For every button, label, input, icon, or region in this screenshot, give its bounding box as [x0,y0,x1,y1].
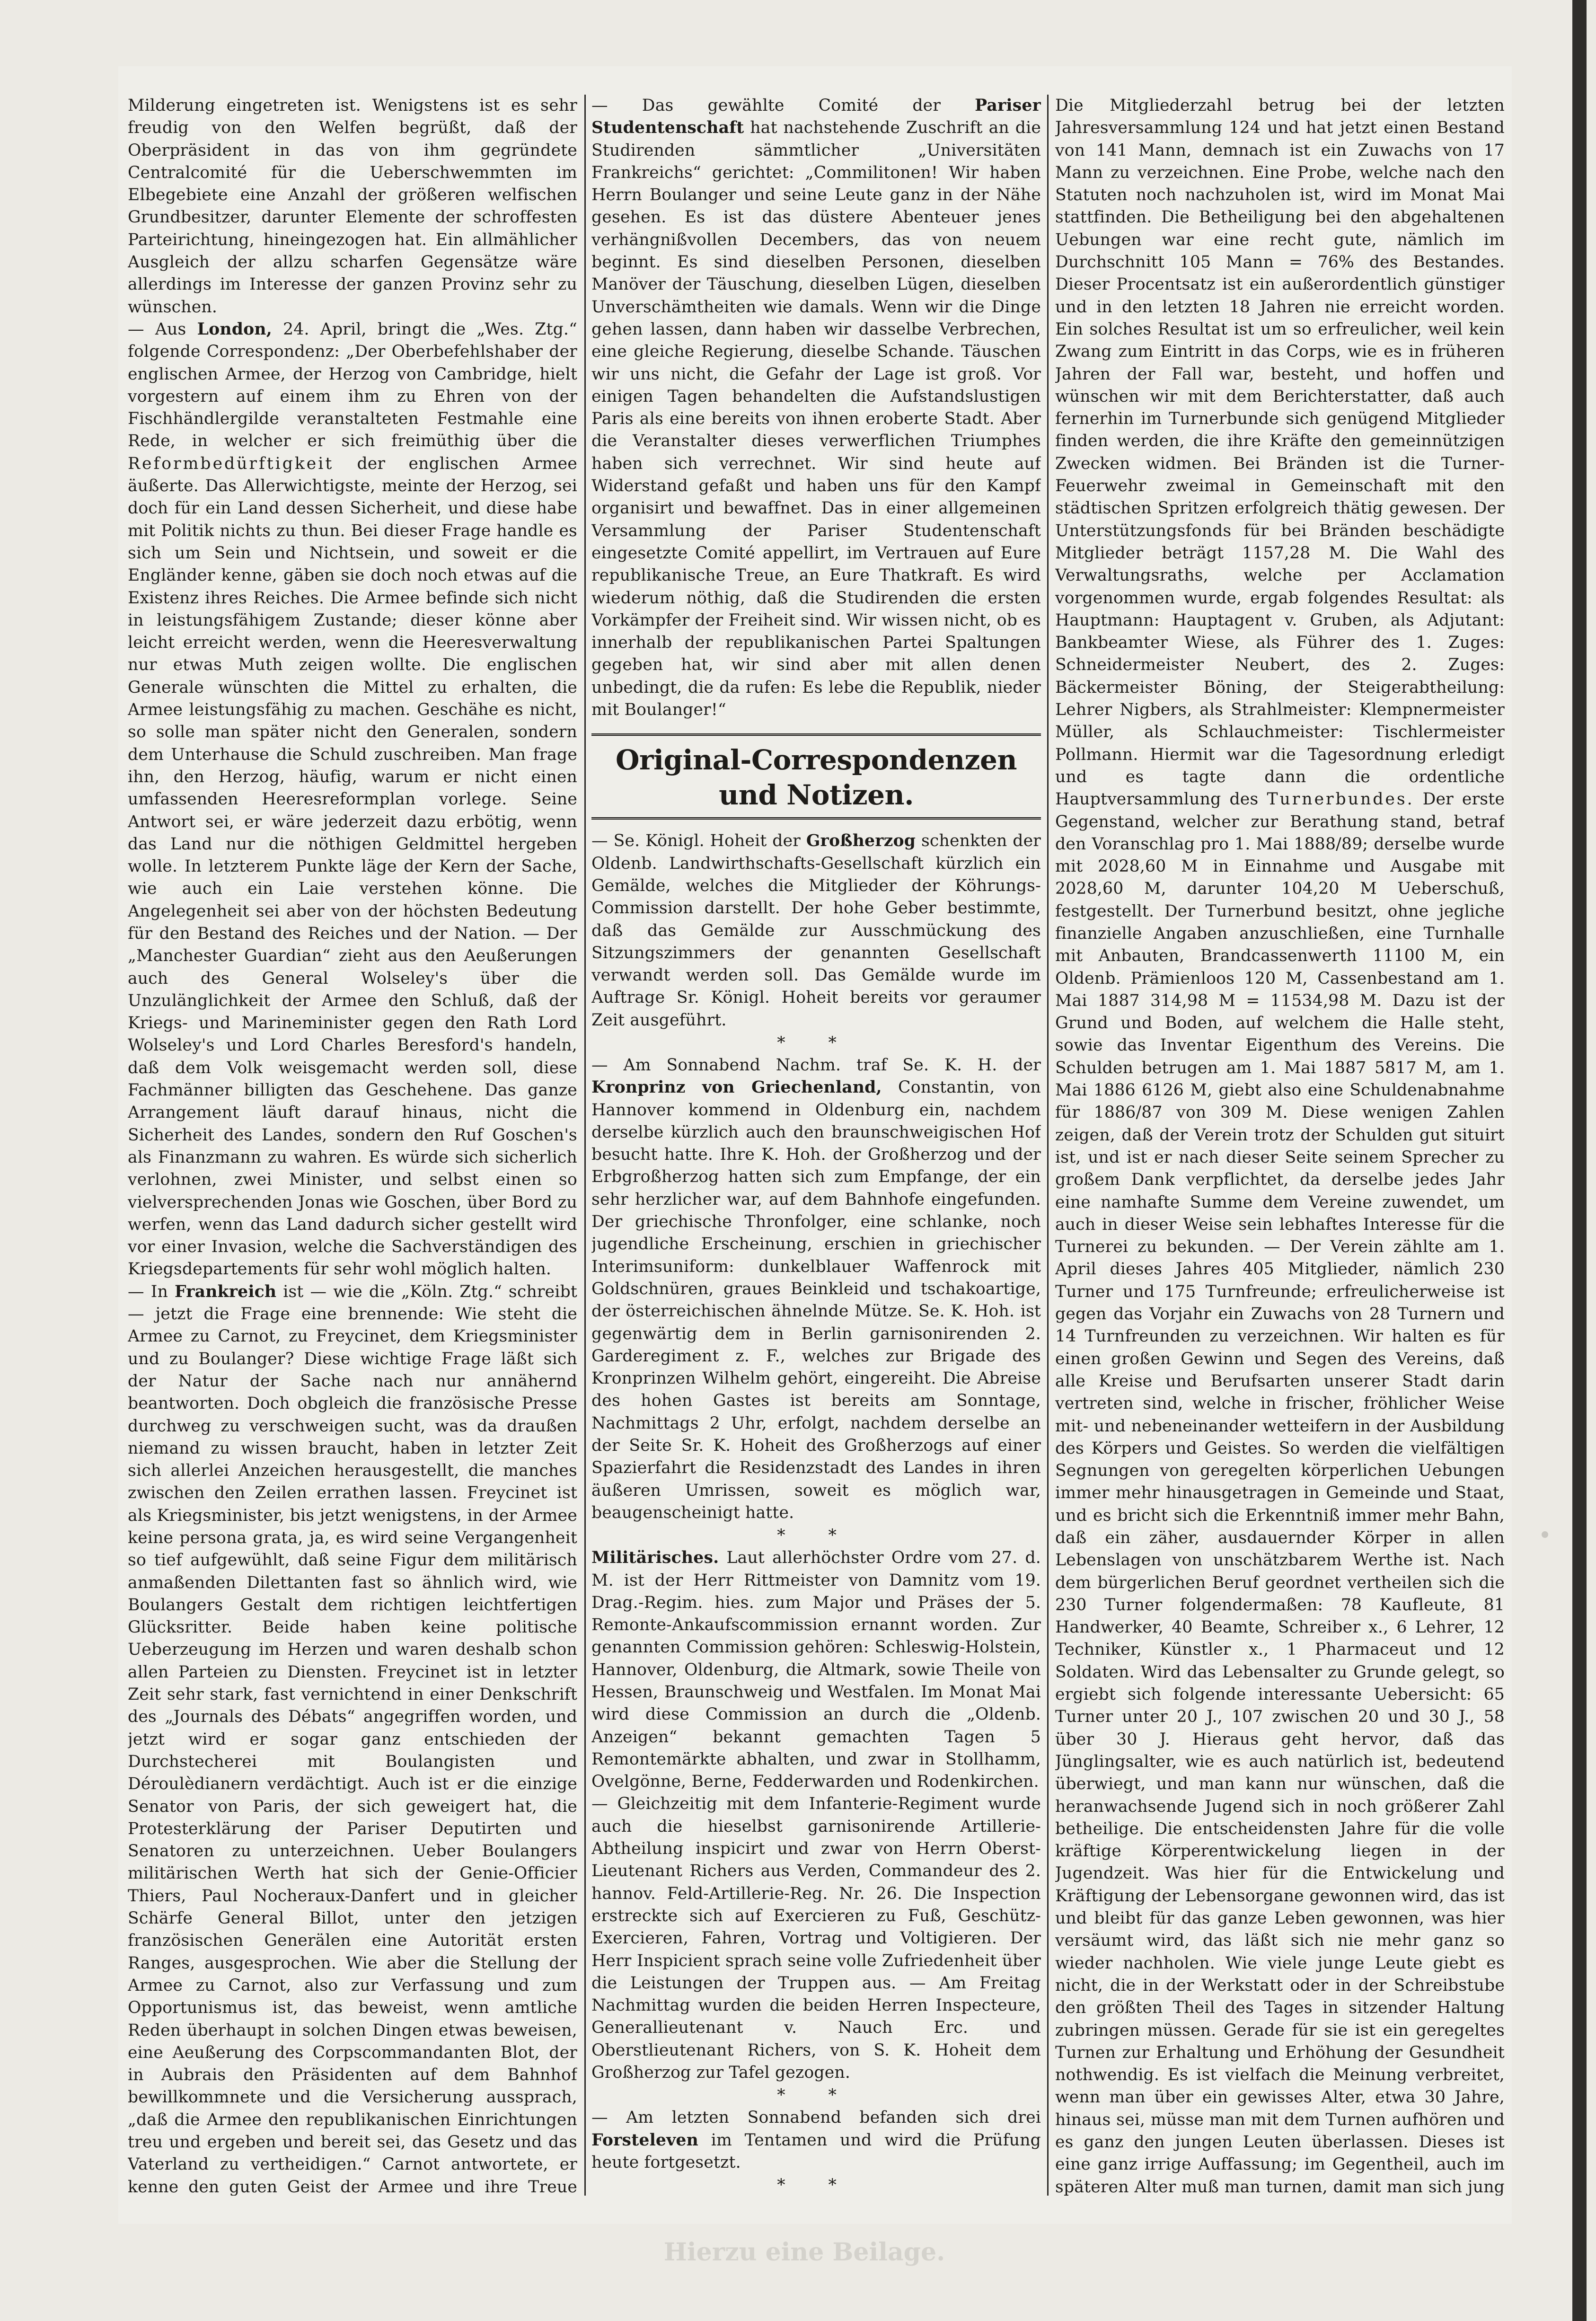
article-text: Laut allerhöchster Ordre vom 27. d. M. ist der Herr Rittmeister von Damnitz vom 19. Drag.-Regim. hies. zum Major und Präses der 5. Remonte-Ankaufscommission ernannt worden. Zur genannten Commission gehören: Schleswig-Holstein, Hannover, Oldenburg, die Altmark, sowie Theile von Hessen, Braunschweig und Westfalen. Im Monat Mai wird diese Commission an durch die „Oldenb. Anzeigen“ bekannt gemachten Tagen 5 Remontemärkte abhalten, und zwar in Stollhamm, Ovelgönne, Berne, Fedderwarden und Rodenkirchen. [591,1548,1041,1791]
article-text: — Das gewählte Comité der [591,96,975,115]
article-paragraph [128,318,577,1281]
section-heading: Original-Correspondenzen und Notizen. [591,733,1041,820]
column-middle [591,95,1041,2196]
article-text: der englischen Armee äußerte. Das Allerwichtigste, meinte der Herzog, sei doch für ein Land dessen Sicherheit, und diese habe mit Politik nichts zu thun. Bei dieser Frage handle es sich um Sein und Nichtsein, und soweit er die Engländer kenne, gäben sie doch noch etwas auf die Existenz ihres Reiches. Die Armee befinde sich nicht in leistungsfähigem Zustande; dieser könne aber leicht erreicht werden, wenn die Heeresverwaltung nur etwas Muth zeigen wollte. Die englischen Generale wünschten die Mittel zu erhalten, die Armee leistungsfähig zu machen. Geschähe es nicht, so solle man später nicht den Generalen, sondern dem Unterhause die Schuld zuschreiben. Man frage ihn, den Herzog, häufig, warum er nicht einen umfassenden Heeresreformplan vorlege. Seine Antwort sei, er wäre jederzeit dazu erbötig, wenn das Land nur die nöthigen Geldmittel hergeben wolle. In letzterem Punkte läge der Kern der Sache, wie auch ein Laie verstehen könne. Die Angelegenheit sei aber von der höchsten Bedeutung für den Bestand des Reiches und der Nation. — Der „Manchester Guardian“ zieht aus den Aeußerungen auch des General Wolseley's über die Unzulänglichkeit der Armee den Schluß, daß der Kriegs- und Marineminister gegen den Rath Lord Wolseley's und Lord Charles Beresford's handeln, daß dem Volk weisgemacht werden soll, diese Fachmänner billigten das Geschehene. Das ganze Arrangement läuft darauf hinaus, nicht die Sicherheit des Landes, sondern den Ruf Goschen's als Finanzmann zu wahren. Es würde sich sicherlich verlohnen, zwei Minister, und selbst einen so vielversprechenden Jonas wie Goschen, über Bord zu werfen, wenn das Land dadurch sicher gestellt wird vor einer Invasion, welche die Sachverständigen des Kriegsdepartements für sehr wohl möglich halten. [128,454,577,1279]
article-paragraph [591,95,1041,721]
article-paragraph [591,830,1041,1032]
article-paragraph [591,2107,1041,2174]
asterisk-separator: * * [777,1526,855,1545]
emphasis-text: Turnerbundes. [1267,790,1414,809]
article-keyword: Kronprinz von Griechenland, [591,1078,882,1097]
scan-mark [1542,1531,1548,1538]
article-text: hat nachstehende Zuschrift an die Studirenden sämmtlicher „Universitäten Frankreichs“ gerichtet: „Commilitonen! Wir haben Herrn Boulanger und seine Leute ganz in der Nähe gesehen. Es ist das düstere Abenteuer jenes verhängnißvollen Decembers, das von neuem beginnt. Es sind dieselben Personen, dieselben Manöver der Täuschung, dieselben Lügen, dieselben Unverschämtheiten wie damals. Wenn wir die Dinge gehen lassen, dann haben wir dasselbe Verbrechen, eine gleiche Regierung, dieselbe Schande. Täuschen wir uns nicht, die Gefahr der Lage ist groß. Vor einigen Tagen behandelten die Aufstandslustigen Paris als eine bereits von ihnen eroberte Stadt. Aber die Veranstalter dieses verwerflichen Triumphes haben sich verrechnet. Wir sind heute auf Widerstand gefaßt und haben uns für den Kampf organisirt und bewaffnet. Das in einer allgemeinen Versammlung der Pariser Studentenschaft eingesetzte Comité appellirt, im Vertrauen auf Eure republikanische Treue, an Eure Thatkraft. Es wird wiederum nöthig, daß die Studirenden die ersten Vorkämpfer der Freiheit sind. Wir wissen nicht, ob es innerhalb der republikanischen Partei Spaltungen gegeben hat, wir sind aber mit allen denen unbedingt, die da rufen: Es lebe die Republik, nieder mit Boulanger!“ [591,118,1041,720]
article-keyword: Militärisches. [591,1548,719,1568]
article-text: Constantin, von Hannover kommend in Oldenburg ein, nachdem derselbe kürzlich auch den braunschweigischen Hof besucht hatte. Ihre K. Hoh. der Großherzog und der Erbgroßherzog hatten sich zum Empfange, der ein sehr herzlicher war, auf dem Bahnhofe eingefunden. Der griechische Thronfolger, eine schlanke, noch jugendliche Erscheinung, erschien in griechischer Interimsuniform: dunkelblauer Waffenrock mit Goldschnüren, graues Beinkleid und tschakoartige, der österreichischen ähnelnde Mütze. Se. K. Hoh. ist gegenwärtig dem in Berlin garnisonirenden 2. Garderegiment z. F., welches zur Brigade des Kronprinzen Wilhelm gehört, eingereiht. Die Abreise des hohen Gastes ist bereits am Sonntage, Nachmittags 2 Uhr, erfolgt, nachdem derselbe an der Seite Sr. K. Hoheit des Großherzogs auf einer Spazierfahrt die Residenzstadt des Landes in ihren äußeren Umrissen, soweit es möglich war, beaugenscheinigt hatte. [591,1078,1041,1522]
article-keyword: Frankreich [175,1282,277,1301]
article-text: — Gleichzeitig mit dem Infanterie-Regiment wurde auch die hieselbst garnisonirende Artillerie-Abtheilung inspicirt und zwar von Herrn Oberst-Lieutenant Richers aus Verden, Commandeur des 2. hannov. Feld-Artillerie-Reg. Nr. 26. Die Inspection erstreckte sich auf Exercieren zu Fuß, Geschütz-Exercieren, Fahren, Vortrag und Voltigieren. Der Herr Inspicient sprach seine volle Zufriedenheit über die Leistungen der Truppen aus. — Am Freitag Nachmittag wurden die beiden Herren Inspecteure, Generallieutenant v. Nauch Erc. und Oberstlieutenant Richers, von S. K. Hoheit dem Großherzog zur Tafel gezogen. [591,1794,1041,2083]
asterisk-separator: * * [777,1033,855,1052]
article-paragraph [128,95,577,318]
article-paragraph [128,1281,577,2196]
article-text: Der erste Gegenstand, welcher zur Berathung stand, betraf den Voranschlag pro 1. Mai 1888/89; derselbe wurde mit 2028,60 M in Einnahme und Ausgabe mit 2028,60 M, darunter 104,20 M Ueberschuß, festgestellt. Der Turnerbund besitzt, ohne jegliche finanzielle Angaben anzuschließen, eine Turnhalle mit Anbauten, Brandcassenwerth 11100 M, ein Oldenb. Prämienloos 120 M, Cassenbestand am 1. Mai 1887 314,98 M = 11534,98 M. Dazu ist der Grund und Boden, auf welchem die Halle steht, sowie das Inventar Eigenthum des Vereins. Die Schulden betrugen am 1. Mai 1887 5817 M, am 1. Mai 1886 6126 M, giebt also eine Schuldenabnahme für 1886/87 von 309 M. Diese wenigen Zahlen zeigen, daß der Verein trotz der Schulden gut situirt ist, und ist er nach dieser Seite seinem Sprecher zu großem Dank verpflichtet, da derselbe jedes Jahr eine namhafte Summe dem Vereine zuwendet, um auch in dieser Weise sein lebhaftes Interesse für die Turnerei zu bekunden. — Der Verein zählte am 1. April dieses Jahres 405 Mitglieder, nämlich 230 Turner und 175 Turnfreunde; erfreulicherweise ist gegen das Vorjahr ein Zuwachs von 28 Turnern und 14 Turnfreunden zu verzeichnen. Wir halten es für einen großen Gewinn und Segen des Vereins, daß alle Kreise und Berufsarten unserer Stadt darin vertreten sind, welche in frischer, fröhlicher Weise mit- und nebeneinander wetteifern in der Ausbildung des Körpers und Geistes. So werden die vielfältigen Segnungen von geregelten körperlichen Uebungen immer mehr hinausgetragen in Gemeinde und Staat, und es bricht sich die Erkenntniß immer mehr Bahn, daß ein zäher, ausdauernder Körper in allen Lebenslagen von unschätzbarem Werthe ist. Nach dem bürgerlichen Beruf geordnet vertheilen sich die 230 Turner folgendermaßen: 78 Kaufleute, 81 Handwerker, 40 Beamte, Schreiber x., 6 Lehrer, 12 Techniker, Künstler x., 1 Pharmaceut und 12 Soldaten. Wird das Lebensalter zu Grunde gelegt, so ergiebt sich folgende interessante Uebersicht: 65 Turner unter 20 J., 107 zwischen 20 und 30 J., 58 über 30 J. Hieraus geht hervor, daß das Jünglingsalter, wie es auch natürlich ist, bedeutend überwiegt, und man kann nur wünschen, daß die heranwachsende Jugend sich in noch größerer Zahl betheilige. Die entscheidensten Jahre für die volle kräftige Körperentwickelung liegen in der Jugendzeit. Was hier für die Entwickelung und Kräftigung der Lebensorgane gewonnen wird, das ist und bleibt für das ganze Leben gewonnen, was hier versäumt wird, das läßt sich nie mehr ganz so wieder nachholen. Wie viele junge Leute giebt es nicht, die in der Werkstatt oder in der Schreibstube den größten Theil des Tages in sitzender Haltung zubringen müssen. Gerade für sie ist ein geregeltes Turnen zur Erhaltung und Erhöhung der Gesundheit nothwendig. Es ist vielfach die Meinung verbreitet, wenn man über ein gewisses Alter, etwa 30 Jahre, hinaus sei, müsse man mit dem Turnen aufhören und es ganz den jungen Leuten überlassen. Dieses ist eine ganz irrige Auffassung; im Gegentheil, auch im späteren Alter muß man turnen, damit man sich jung [1055,790,1505,2196]
article-text: ist — wie die „Köln. Ztg.“ schreibt — jetzt die Frage eine brennende: Wie steht die Armee zu Carnot, zu Freycinet, dem Kriegsminister und zu Boulanger? Diese wichtige Frage läßt sich der Natur der Sache nach nur annähernd beantworten. Doch obgleich die französische Presse durchweg zu verschweigen sucht, was da draußen niemand zu wissen braucht, haben in letzter Zeit sich allerlei Anzeichen herausgestellt, die manches zwischen den Zeilen errathen lassen. Freycinet ist als Kriegsminister, bis jetzt wenigstens, in der Armee keine persona grata, ja, es wird seine Vergangenheit so tief aufgewühlt, daß seine Figur dem militärisch anmaßenden Dilettanten fast so ähnlich wird, wie Boulangers Gestalt dem richtigen leichtfertigen Glücksritter. Beide haben keine politische Ueberzeugung im Herzen und waren deshalb schon allen Parteien zu Diensten. Freycinet ist in letzter Zeit sehr stark, fast vernichtend in einer Denkschrift des „Journals des Débats“ angegriffen worden, und jetzt wird er sogar ganz entschieden der Durchstecherei mit Boulangisten und Déroulèdianern verdächtigt. Auch ist er die einzige Senator von Paris, der sich geweigert hat, die Protesterklärung der Pariser Deputirten und Senatoren zu unterzeichnen. Ueber Boulangers militärischen Werth hat sich der Genie-Officier Thiers, Paul Nocheraux-Danfert und in gleicher Schärfe General Billot, unter den jetzigen französischen Generälen eine Autorität ersten Ranges, ausgesprochen. Wie aber die Stellung der Armee zu Carnot, also zur Verfassung und zum Opportunismus ist, das beweist, wenn amtliche Reden überhaupt in solchen Dingen etwas beweisen, eine Aeußerung des Corpscommandanten Blot, der in Aubrais den Präsidenten auf dem Bahnhof bewillkommnete und die Versicherung aussprach, „daß die Armee den republikanischen Einrichtungen treu und ergeben und bereit sei, das Gesetz und das Vaterland zu vertheidigen.“ Carnot antwortete, er kenne den guten Geist der Armee und ihre Treue [128,1282,577,2196]
article-text: — Aus [128,319,197,339]
article-keyword: Forsteleven [591,2130,698,2150]
column-right [1055,95,1505,2196]
article-paragraph [591,1547,1041,1793]
article-text: — Se. Königl. Hoheit der [591,831,806,851]
page-edge [1572,0,1587,2321]
article-text: Die Mitgliederzahl betrug bei der letzten Jahresversammlung 124 und hat jetzt einen Bestand von 141 Mann, demnach ist ein Zuwachs von 17 Mann zu verzeichnen. Eine Probe, welche nach den Statuten noch nachzuholen ist, wird im Monat Mai stattfinden. Die Betheiligung bei den abgehaltenen Uebungen war eine recht gute, nämlich im Durchschnitt 105 Mann = 76% des Bestandes. Dieser Procentsatz ist ein außerordentlich günstiger und in den letzten 18 Jahren nie erreicht worden. Ein solches Resultat ist um so erfreulicher, weil kein Zwang zum Eintritt in das Corps, wie es in früheren Jahren der Fall war, besteht, und hoffen und wünschen wir mit dem Berichterstatter, daß auch fernerhin im Turnerbunde sich genügend Mitglieder finden werden, die ihre Kräfte den gemeinnützigen Zwecken widmen. Bei Bränden ist die Turner-Feuerwehr zweimal in Gemeinschaft mit den städtischen Spritzen erfolgreich thätig gewesen. Der Unterstützungsfonds für bei Bränden beschädigte Mitglieder beträgt 1157,28 M. Die Wahl des Verwaltungsraths, welche per Acclamation vorgenommen wurde, ergab folgendes Resultat: als Hauptmann: Hauptagent v. Gruben, als Adjutant: Bankbeamter Wiese, als Führer des 1. Zuges: Schneidermeister Neubert, des 2. Zuges: Bäckermeister Böning, der Steigerabtheilung: Lehrer Nigbers, als Strahlmeister: Klempnermeister Müller, als Schlauchmeister: Tischlermeister Pollmann. Hiermit war die Tagesordnung erledigt und es tagte dann die ordentliche Hauptversammlung des [1055,96,1505,809]
column-rule [584,95,586,2196]
article-text: im Tentamen und wird die Prüfung heute fortgesetzt. [591,2130,1041,2172]
bleed-through-footer: Hierzu eine Beilage. [663,2238,945,2267]
article-paragraph [591,1793,1041,2084]
article-keyword: London, [197,319,272,339]
emphasis-text: Reformbedürftigkeit [128,454,334,473]
article-text: — Am letzten Sonnabend befanden sich drei [591,2108,1041,2127]
asterisk-separator: * * [777,2176,855,2195]
article-keyword: Pariser Studentenschaft [591,96,1041,138]
column-left [128,95,577,2196]
article-text: 24. April, bringt die „Wes. Ztg.“ folgende Correspondenz: „Der Oberbefehlshaber der englischen Armee, der Herzog von Cambridge, hielt vorgestern auf einem ihm zu Ehren von der Fischhändlergilde veranstalteten Festmahle eine Rede, in welcher er sich freimüthig über die [128,319,577,451]
article-text: — In [128,1282,175,1301]
newspaper-page [118,66,1512,2224]
article-text: — Am Sonnabend Nachm. traf Se. K. H. der [591,1055,1041,1075]
asterisk-separator: * * [777,2086,855,2105]
article-keyword: Großherzog [806,831,916,851]
article-paragraph [1055,95,1505,2196]
article-text: Milderung eingetreten ist. Wenigstens ist es sehr freudig von den Welfen begrüßt, daß der Oberpräsident in das von ihm gegründete Centralcomité für die Ueberschwemmten im Elbegebiete eine Anzahl der größeren welfischen Grundbesitzer, darunter Elemente der schroffesten Parteirichtung, hineingezogen hat. Ein allmählicher Ausgleich der allzu scharfen Gegensätze wäre allerdings im Interesse der ganzen Provinz sehr zu wünschen. [128,96,577,317]
column-rule [1047,95,1049,2196]
article-paragraph [591,1054,1041,1524]
article-text: schenkten der Oldenb. Landwirthschafts-Gesellschaft kürzlich ein Gemälde, welches die Mitglieder der Köhrungs-Commission darstellt. Der hohe Geber bestimmte, daß das Gemälde zur Ausschmückung des Sitzungszimmers der genannten Gesellschaft verwandt werden soll. Das Gemälde wurde im Auftrage Sr. Königl. Hoheit bereits vor geraumer Zeit ausgeführt. [591,831,1041,1030]
